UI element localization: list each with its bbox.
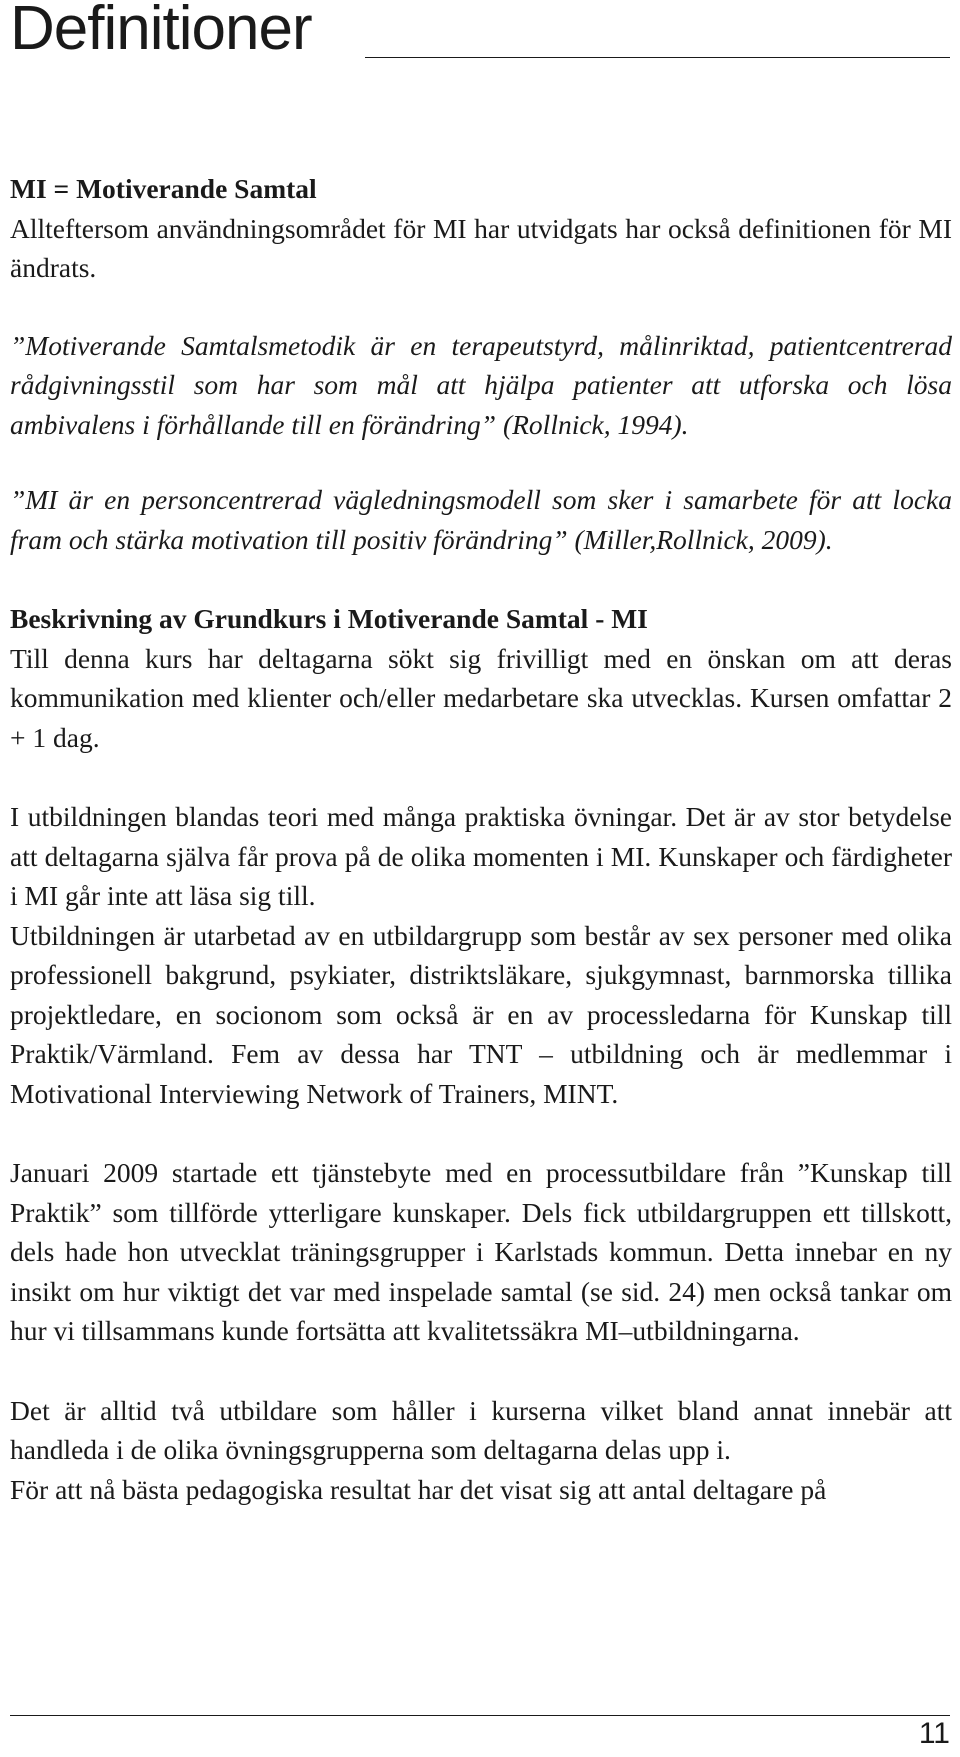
training-mix-paragraph: I utbildningen blandas teori med många praktiska övningar. Det är av stor betydelse att deltagarna själva får prova på de olika momenten i MI. Kunskaper och färdigheter i MI går inte att läsa sig till. xyxy=(10,801,952,911)
footer-divider xyxy=(10,1715,950,1716)
page-title: Definitioner xyxy=(10,0,312,63)
quote-miller-rollnick-2009: ”MI är en personcentrerad vägledningsmodell som sker i samarbete för att locka fram och stärka motivation till positiv förändring” (Miller,Rollnick, 2009). xyxy=(10,484,952,555)
spacer xyxy=(10,288,952,326)
trainer-group-paragraph: Utbildningen är utarbetad av en utbildargrupp som består av sex personer med olika professionell bakgrund, psykiater, distriktsläkare, sjukgymnast, barnmorska tillika projektledare, en socionom som också är en av processledarna för Kunskap till Praktik/Värmland. Fem av dessa har TNT – utbildning och är medlemmar i Motivational Interviewing Network of Trainers, MINT. xyxy=(10,919,952,1109)
spacer xyxy=(10,757,952,797)
section-heading-course: Beskrivning av Grundkurs i Motiverande Samtal - MI xyxy=(10,603,648,634)
spacer xyxy=(10,559,952,599)
section-heading-mi: MI = Motiverande Samtal xyxy=(10,173,317,204)
quote-rollnick-1994: ”Motiverande Samtalsmetodik är en terapeutstyrd, målinriktad, patientcentrerad rådgivningsstil som har som mål att hjälpa patienter att utforska och lösa ambivalens i förhållande till en förändring” (Rollnick, 1994). xyxy=(10,329,952,440)
page-number: 11 xyxy=(918,1717,950,1750)
mi-intro-paragraph: Allteftersom användningsområdet för MI har utvidgats har också definitionen för MI ändrats. xyxy=(10,212,952,283)
best-results-paragraph: För att nå bästa pedagogiska resultat har det visat sig att antal deltagare på xyxy=(10,1473,827,1505)
document-body xyxy=(10,169,952,1509)
january-2009-paragraph: Januari 2009 startade ett tjänstebyte med en processutbildare från ”Kunskap till Praktik” som tillförde ytterligare kunskaper. Dels fick utbildargruppen ett tillskott, dels hade hon utvecklat träningsgrupper i Karlstads kommun. Detta innebar en ny insikt om hur viktigt det var med inspelade samtal (se sid. 24) men också tankar om hur vi tillsammans kunde fortsätta att kvalitetssäkra MI–utbildningarna. xyxy=(10,1157,952,1346)
spacer xyxy=(10,1113,952,1153)
title-divider xyxy=(365,57,950,58)
two-trainers-paragraph: Det är alltid två utbildare som håller i kurserna vilket bland annat innebär att handleda i de olika övningsgrupperna som deltagarna delas upp i. xyxy=(10,1394,952,1465)
spacer xyxy=(10,444,952,480)
spacer xyxy=(10,1351,952,1391)
course-intro-paragraph: Till denna kurs har deltagarna sökt sig frivilligt med en önskan om att deras kommunikation med klienter och/eller medarbetare ska utvecklas. Kursen omfattar 2 + 1 dag. xyxy=(10,642,952,753)
